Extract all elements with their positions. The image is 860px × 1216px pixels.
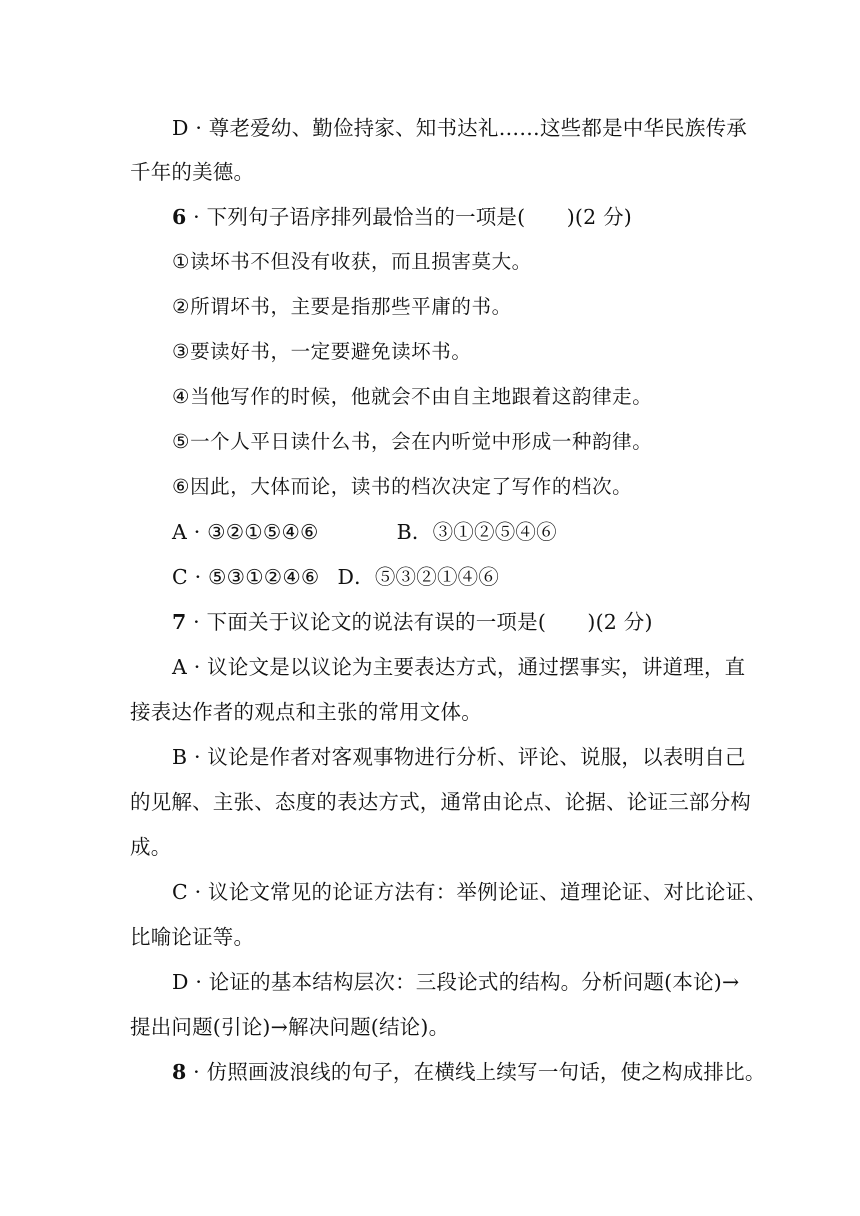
q8-stem-text: · 仿照画波浪线的句子，在横线上续写一句话，使之构成排比。 bbox=[186, 1060, 766, 1084]
q6-sentence-4: ④当他写作的时候，他就会不由自主地跟着这韵律走。 bbox=[172, 385, 653, 408]
q6-option-c: C · ⑤③①②④⑥ bbox=[172, 565, 320, 589]
q6-stem bbox=[172, 203, 632, 231]
q7-option-d-line1: D · 论证的基本结构层次：三段论式的结构。分析问题(本论)→ bbox=[172, 970, 740, 994]
q6-option-b: B．③①②⑤④⑥ bbox=[396, 520, 557, 544]
q6-stem-text: · 下列句子语序排列最恰当的一项是( )(2 分) bbox=[186, 205, 632, 229]
q7-option-a-line2: 接表达作者的观点和主张的常用文体。 bbox=[130, 700, 482, 724]
q6-option-d: D．⑤③②①④⑥ bbox=[337, 565, 500, 589]
q8-stem bbox=[172, 1058, 766, 1086]
q7-option-c-line1: C · 议论文常见的论证方法有：举例论证、道理论证、对比论证、 bbox=[172, 880, 767, 904]
q7-option-b-line3: 成。 bbox=[130, 835, 172, 859]
q7-stem-text: · 下面关于议论文的说法有误的一项是( )(2 分) bbox=[186, 610, 653, 634]
q7-option-c-line2: 比喻论证等。 bbox=[130, 925, 255, 949]
q6-option-a: A · ③②①⑤④⑥ bbox=[172, 520, 319, 544]
q5-option-d-line1: D · 尊老爱幼、勤俭持家、知书达礼……这些都是中华民族传承 bbox=[172, 116, 747, 140]
q7-stem bbox=[172, 608, 653, 636]
q6-sentence-5: ⑤一个人平日读什么书，会在内听觉中形成一种韵律。 bbox=[172, 430, 653, 453]
q7-number: 7 bbox=[172, 610, 187, 634]
q7-option-a-line1: A · 议论文是以议论为主要表达方式，通过摆事实，讲道理，直 bbox=[172, 655, 746, 679]
q6-sentence-1: ①读坏书不但没有收获，而且损害莫大。 bbox=[172, 250, 532, 273]
q6-options-ab bbox=[172, 518, 557, 546]
q5-option-d-line2: 千年的美德。 bbox=[130, 160, 255, 184]
q8-number: 8 bbox=[172, 1060, 187, 1084]
q7-option-b-line1: B · 议论是作者对客观事物进行分析、评论、说服，以表明自己 bbox=[172, 745, 746, 769]
q6-sentence-2: ②所谓坏书，主要是指那些平庸的书。 bbox=[172, 295, 512, 318]
q6-sentence-3: ③要读好书，一定要避免读坏书。 bbox=[172, 340, 472, 363]
q6-number: 6 bbox=[172, 205, 187, 229]
q6-sentence-6: ⑥因此，大体而论，读书的档次决定了写作的档次。 bbox=[172, 475, 633, 498]
q6-options-cd bbox=[172, 563, 499, 591]
q7-option-b-line2: 的见解、主张、态度的表达方式，通常由论点、论据、论证三部分构 bbox=[130, 790, 751, 814]
q7-option-d-line2: 提出问题(引论)→解决问题(结论)。 bbox=[130, 1015, 450, 1039]
